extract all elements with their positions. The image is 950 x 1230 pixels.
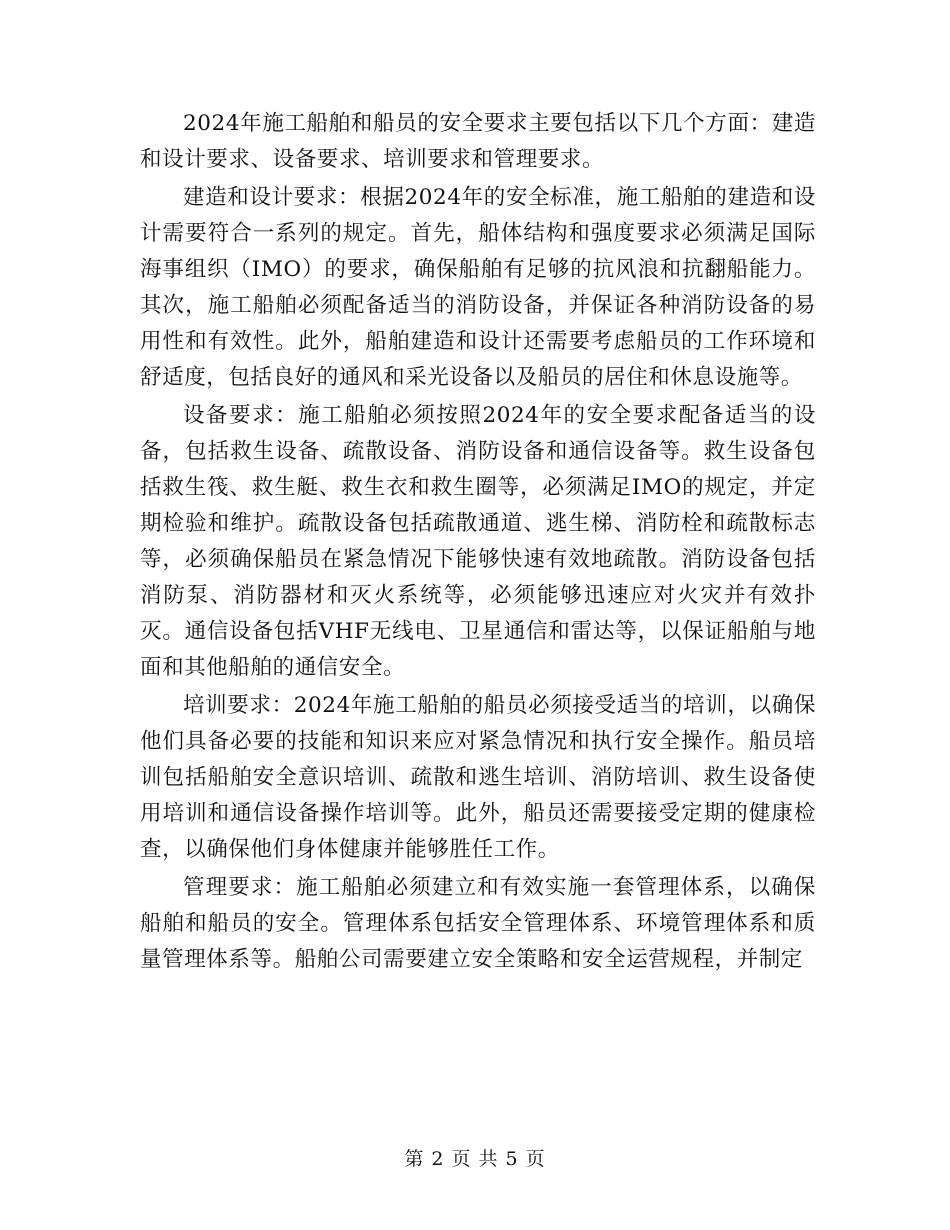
paragraph-equipment: 设备要求：施工船舶必须按照2024年的安全要求配备适当的设备，包括救生设备、疏散设备、消防设备和通信设备等。救生设备包括救生筏、救生艇、救生衣和救生圈等，必须满足IMO的规定，并定期检验和维护。疏散设备包括疏散通道、逃生梯、消防栓和疏散标志等，必须确保船员在紧急情况下能够快速有效地疏散。消防设备包括消防泵、消防器材和灭火系统等，必须能够迅速应对火灾并有效扑灭。通信设备包括VHF无线电、卫星通信和雷达等，以保证船舶与地面和其他船舶的通信安全。 [140,403,816,680]
paragraph-training: 培训要求：2024年施工船舶的船员必须接受适当的培训，以确保他们具备必要的技能和知识来应对紧急情况和执行安全操作。船员培训包括船舶安全意识培训、疏散和逃生培训、消防培训、救生设备使用培训和通信设备操作培训等。此外，船员还需要接受定期的健康检查，以确保他们身体健康并能够胜任工作。 [140,693,816,862]
paragraph-construction-design: 建造和设计要求：根据2024年的安全标准，施工船舶的建造和设计需要符合一系列的规定。首先，船体结构和强度要求必须满足国际海事组织（IMO）的要求，确保船舶有足够的抗风浪和抗翻船能力。其次，施工船舶必须配备适当的消防设备，并保证各种消防设备的易用性和有效性。此外，船舶建造和设计还需要考虑船员的工作环境和舒适度，包括良好的通风和采光设备以及船员的居住和休息设施等。 [140,185,816,390]
document-body [140,106,816,980]
paragraph-intro: 2024年施工船舶和船员的安全要求主要包括以下几个方面：建造和设计要求、设备要求、培训要求和管理要求。 [140,111,816,172]
page-number: 第 2 页 共 5 页 [404,1148,546,1170]
paragraph-management: 管理要求：施工船舶必须建立和有效实施一套管理体系，以确保船舶和船员的安全。管理体系包括安全管理体系、环境管理体系和质量管理体系等。船舶公司需要建立安全策略和安全运营规程，并制定 [140,875,816,972]
